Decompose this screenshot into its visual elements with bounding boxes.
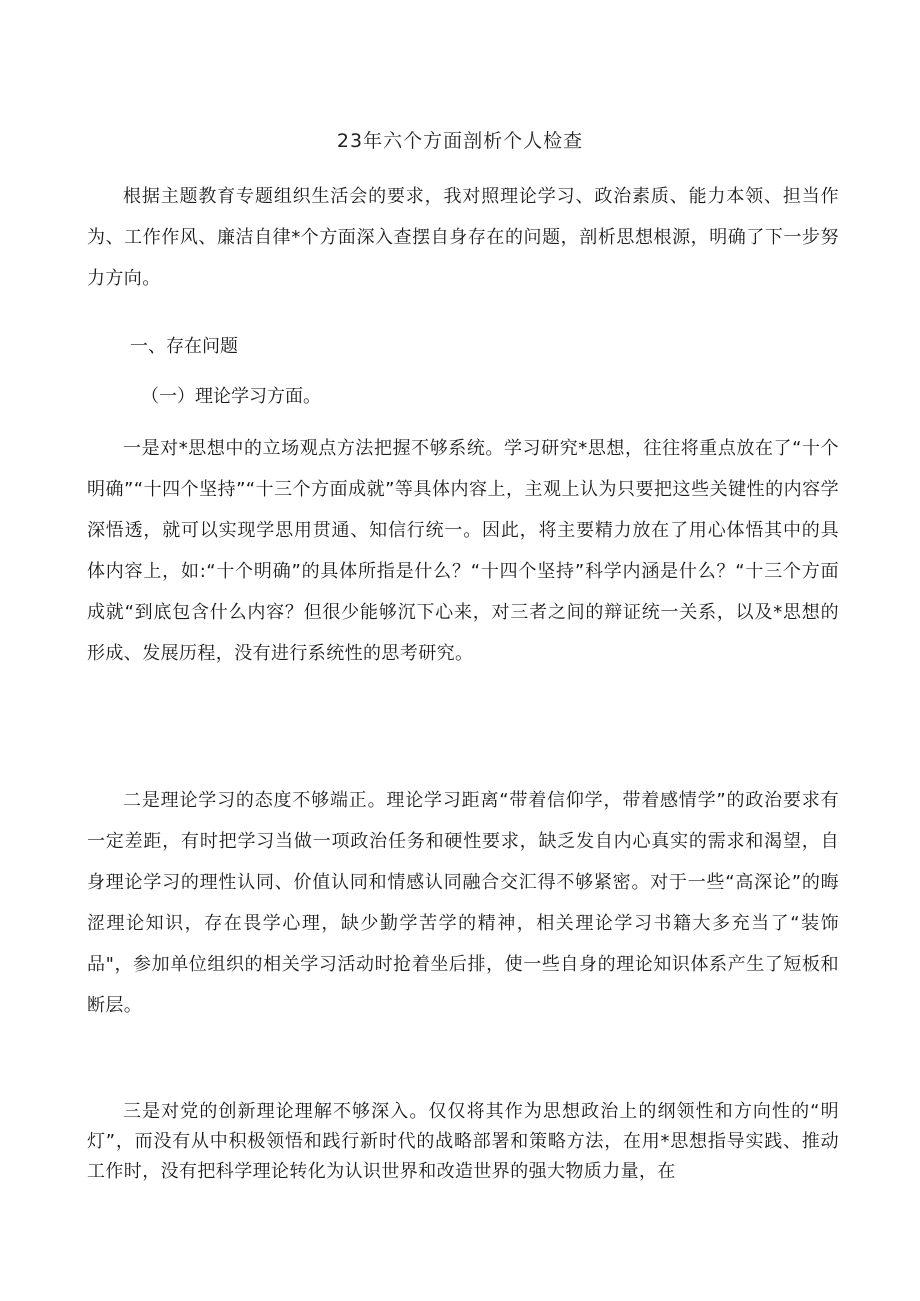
intro-paragraph: 根据主题教育专题组织生活会的要求，我对照理论学习、政治素质、能力本领、担当作为、工作作风、廉洁自律*个方面深入查摆自身存在的问题，剖析思想根源，明确了下一步努力方向。 — [87, 186, 839, 289]
paragraph-second-issue: 二是理论学习的态度不够端正。理论学习距离“带着信仰学，带着感情学”的政治要求有一定差距，有时把学习当做一项政治任务和硬性要求，缺乏发自内心真实的需求和渴望，自身理论学习的理性认同、价值认同和情感认同融合交汇得不够紧密。对于一些“高深论”的晦涩理论知识，存在畏学心理，缺少勤学苦学的精神，相关理论学习书籍大多充当了“装饰品"，参加单位组织的相关学习活动时抢着坐后排，使一些自身的理论知识体系产生了短板和断层。 — [87, 790, 839, 1016]
paragraph-third-issue: 三是对党的创新理论理解不够深入。仅仅将其作为思想政治上的纲领性和方向性的“明灯”，而没有从中积极领悟和践行新时代的战略部署和策略方法，在用*思想指导实践、推动工作时，没有把科学理论转化为认识世界和改造世界的强大物质力量，在 — [87, 1101, 839, 1182]
document-title: 23年六个方面剖析个人检查 — [336, 130, 584, 152]
subsection-heading-theory-study: （一）理论学习方面。 — [141, 386, 321, 407]
section-heading-problems: 一、存在问题 — [130, 336, 238, 357]
paragraph-first-issue: 一是对*思想中的立场观点方法把握不够系统。学习研究*思想，往往将重点放在了“十个明确”“十四个坚持”“十三个方面成就”等具体内容上，主观上认为只要把这些关键性的内容学深悟透，就可以实现学思用贯通、知信行统一。因此，将主要精力放在了用心体悟其中的具体内容上，如:“十个明确”的具体所指是什么？“十四个坚持”科学内涵是什么？“十三个方面成就“到底包含什么内容？但很少能够沉下心来，对三者之间的辩证统一关系，以及*思想的形成、发展历程，没有进行系统性的思考研究。 — [87, 438, 839, 664]
